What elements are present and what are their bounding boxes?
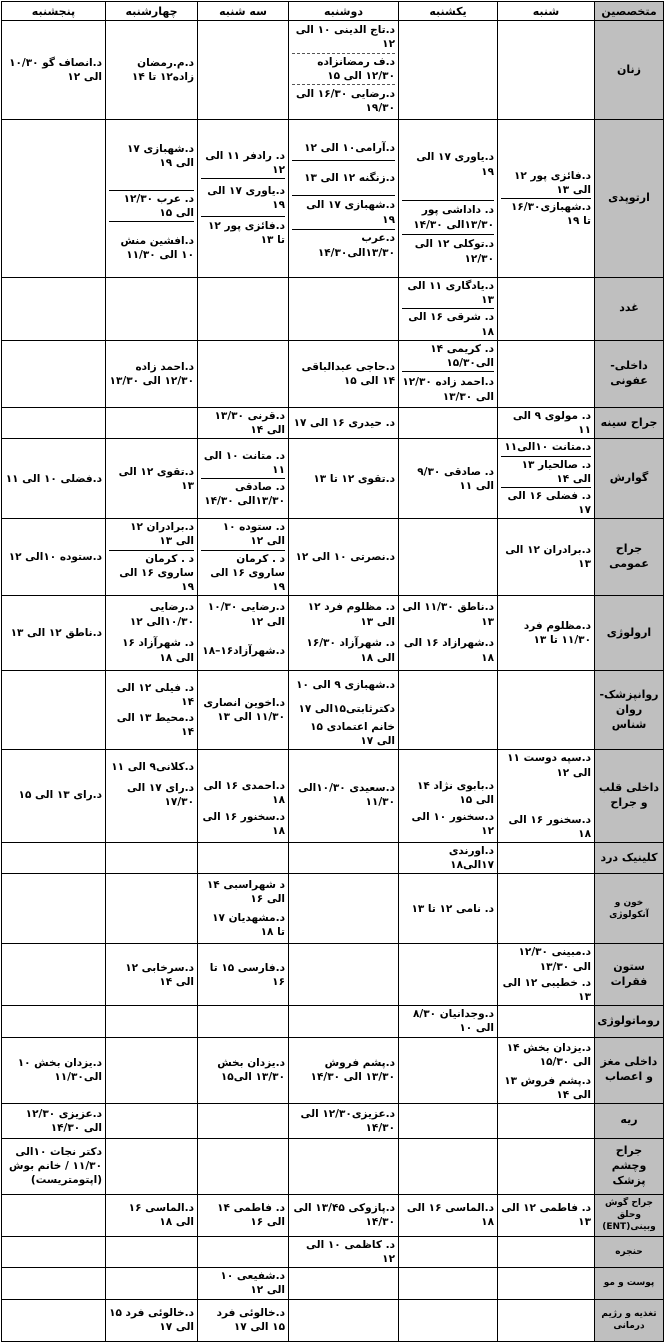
day-cell-tuesday xyxy=(198,1037,289,1103)
doctor-entry: د.احمد زاده ۱۲/۳۰ الی ۱۳/۳۰ xyxy=(402,376,494,403)
schedule-row xyxy=(2,1138,664,1194)
doctor-entry: د.افشین منش ۱۰ الی ۱۱/۳۰ xyxy=(120,235,194,262)
day-cell-thursday xyxy=(2,596,106,671)
day-cell-thursday xyxy=(2,671,106,750)
doctor-entry: د.خالوئی فرد ۱۵ الی ۱۷ xyxy=(109,1306,194,1334)
day-cell-sunday xyxy=(399,278,498,341)
doctor-entry: د. صادقی ۱۳/۳۰الی ۱۴/۳۰ xyxy=(204,481,285,508)
doctor-entry: د.سعیدی ۱۰/۳۰الی ۱۱/۳۰ xyxy=(298,781,395,808)
header-wednesday: چهارشنبه xyxy=(106,2,198,21)
day-cell-wednesday xyxy=(106,1236,198,1267)
day-cell-saturday xyxy=(498,340,595,407)
day-cell-saturday xyxy=(498,874,595,944)
doctor-entry: د.سخنور ۱۰ الی ۱۲ xyxy=(411,810,494,837)
day-cell-sunday xyxy=(399,1138,498,1194)
day-cell-saturday xyxy=(498,1236,595,1267)
doctor-entry: د.انصاف گو ۱۰/۳۰ الی ۱۲ xyxy=(9,56,102,83)
specialty-cell: پوست و مو xyxy=(595,1268,664,1299)
doctor-entry: د.کلانی۹ الی ۱۱ xyxy=(111,761,194,774)
day-cell-monday xyxy=(289,944,399,1006)
doctor-entry: د.اخوین انصاری ۱۱/۳۰ الی ۱۳ xyxy=(203,697,285,724)
doctor-entry xyxy=(109,810,194,837)
day-cell-sunday xyxy=(399,596,498,671)
specialty-cell: جراح عمومی xyxy=(595,519,664,596)
header-monday: دوشنبه xyxy=(289,2,399,21)
day-cell-thursday xyxy=(2,278,106,341)
day-cell-saturday xyxy=(498,1037,595,1103)
specialty-cell: تغذیه و رژیم درمانی xyxy=(595,1299,664,1341)
day-cell-sunday xyxy=(399,1037,498,1103)
doctor-entry: د. حیدری ۱۶ الی ۱۷ xyxy=(293,417,395,430)
doctor-entry: د.رضایی ۱۶/۳۰ الی ۱۹/۳۰ xyxy=(295,88,395,115)
doctor-entry: د.شهبازی ۹ الی ۱۰ xyxy=(296,678,395,691)
day-cell-wednesday xyxy=(106,1138,198,1194)
day-cell-saturday xyxy=(498,278,595,341)
day-cell-sunday xyxy=(399,843,498,874)
doctor-entry: د. متانت ۱۰ الی ۱۱ xyxy=(201,448,285,479)
day-cell-thursday xyxy=(2,1103,106,1138)
doctor-entry: د. کریمی ۱۴ الی۱۵/۳۰ xyxy=(402,341,494,372)
day-cell-saturday xyxy=(498,1268,595,1299)
doctor-entry: د.وجدانیان ۸/۳۰ الی ۱۰ xyxy=(413,1008,494,1035)
doctor-entry: د. مولوی ۹ الی ۱۱ xyxy=(512,410,591,437)
doctor-entry: د.ف رمضانزاده ۱۲/۳۰ الی ۱۵ xyxy=(292,54,395,85)
doctor-entry: د. رادفر ۱۱ الی ۱۲ xyxy=(201,148,285,179)
doctor-entry xyxy=(402,754,494,778)
specialty-cell: حنجره xyxy=(595,1236,664,1267)
schedule-row xyxy=(2,21,664,120)
day-cell-monday xyxy=(289,439,399,519)
doctor-entry: د.عزیزی ۱۲/۳۰ الی ۱۴/۳۰ xyxy=(25,1107,102,1134)
day-cell-monday xyxy=(289,340,399,407)
doctor-entry: د.فائزی پور ۱۲ الی ۱۳ xyxy=(501,168,591,199)
doctor-entry: د. کاظمی ۱۰ الی ۱۲ xyxy=(306,1238,395,1266)
header-tuesday: سه شنبه xyxy=(198,2,289,21)
day-cell-sunday xyxy=(399,1299,498,1341)
doctor-entry: د.نصرتی ۱۰ الی ۱۲ xyxy=(295,551,395,564)
doctor-entry: د.احمدی ۱۶ الی ۱۸ xyxy=(203,779,285,807)
doctor-entry: د.سپه دوست ۱۱ الی ۱۲ xyxy=(507,752,591,779)
doctor-entry xyxy=(201,754,285,778)
doctor-entry xyxy=(292,810,395,837)
day-cell-wednesday xyxy=(106,874,198,944)
day-cell-monday xyxy=(289,408,399,439)
doctor-entry xyxy=(501,781,591,812)
schedule-row xyxy=(2,596,664,671)
doctor-entry: د.سخنور ۱۶ الی ۱۸ xyxy=(508,813,591,840)
specialty-cell: داخلی- عفونی xyxy=(595,340,664,407)
day-cell-monday xyxy=(289,1299,399,1341)
day-cell-tuesday xyxy=(198,596,289,671)
day-cell-sunday xyxy=(399,1236,498,1267)
doctor-entry: د.برادران ۱۲ الی ۱۳ xyxy=(505,543,591,571)
day-cell-saturday xyxy=(498,408,595,439)
doctor-entry xyxy=(5,755,102,779)
day-cell-saturday xyxy=(498,1103,595,1138)
doctor-entry: د.شهبازی۱۶/۳۰ تا ۱۹ xyxy=(510,201,591,228)
day-cell-saturday xyxy=(498,439,595,519)
day-cell-monday xyxy=(289,1236,399,1267)
doctor-entry: د. شرقی ۱۶ الی ۱۸ xyxy=(408,311,494,338)
day-cell-monday xyxy=(289,1037,399,1103)
doctor-entry: د.تقوی ۱۲ تا ۱۳ xyxy=(313,472,395,485)
day-cell-saturday xyxy=(498,671,595,750)
day-cell-thursday xyxy=(2,340,106,407)
doctor-entry: د. نامی ۱۲ تا ۱۳ xyxy=(411,902,494,915)
doctor-entry: د.رای ۱۷ الی ۱۷/۳۰ xyxy=(127,781,194,808)
day-cell-saturday xyxy=(498,21,595,120)
day-cell-wednesday xyxy=(106,843,198,874)
day-cell-monday xyxy=(289,1103,399,1138)
doctor-entry: د.الماسی ۱۶ الی ۱۸ xyxy=(406,1202,494,1229)
doctor-entry: د.الماسی ۱۶ الی ۱۸ xyxy=(128,1202,194,1229)
day-cell-saturday xyxy=(498,1299,595,1341)
schedule-row xyxy=(2,1194,664,1236)
schedule-row xyxy=(2,408,664,439)
schedule-row xyxy=(2,1236,664,1267)
doctor-entry: د.تقوی ۱۲ الی ۱۳ xyxy=(118,465,194,492)
day-cell-sunday xyxy=(399,1103,498,1138)
doctor-entry: د.شهبازی ۱۷ الی ۱۹ xyxy=(109,123,194,191)
day-cell-tuesday xyxy=(198,843,289,874)
day-cell-sunday xyxy=(399,750,498,843)
doctor-entry: د.خالوئی فرد ۱۵ الی ۱۷ xyxy=(216,1306,285,1334)
day-cell-wednesday xyxy=(106,1268,198,1299)
day-cell-monday xyxy=(289,278,399,341)
day-cell-thursday xyxy=(2,1037,106,1103)
day-cell-wednesday xyxy=(106,671,198,750)
day-cell-thursday xyxy=(2,874,106,944)
day-cell-tuesday xyxy=(198,1299,289,1341)
specialty-cell: گوارش xyxy=(595,439,664,519)
schedule-row xyxy=(2,1006,664,1037)
doctor-entry: د.مشهدیان ۱۷ تا ۱۸ xyxy=(212,912,285,939)
day-cell-thursday xyxy=(2,843,106,874)
day-cell-thursday xyxy=(2,1138,106,1194)
day-cell-wednesday xyxy=(106,1006,198,1037)
specialty-cell: روانپزشک- روان شناس xyxy=(595,671,664,750)
day-cell-thursday xyxy=(2,120,106,278)
doctor-entry: د.سخنور ۱۶ الی ۱۸ xyxy=(202,810,285,837)
specialty-cell: زنان xyxy=(595,21,664,120)
doctor-entry: د.متانت ۱۰الی۱۱ xyxy=(501,439,591,456)
doctor-entry: د. داداشی پور ۱۳/۳۰الی ۱۴/۳۰ xyxy=(402,201,494,235)
doctor-entry: خانم اعتمادی ۱۵ الی ۱۷ xyxy=(310,721,395,748)
day-cell-tuesday xyxy=(198,439,289,519)
doctor-entry: د . کرمان ساروی ۱۶ الی ۱۹ xyxy=(119,552,194,593)
doctor-entry: د.شهرازاد ۱۶ الی ۱۸ xyxy=(403,637,494,664)
day-cell-thursday xyxy=(2,1299,106,1341)
day-cell-sunday xyxy=(399,120,498,278)
day-cell-saturday xyxy=(498,1194,595,1236)
day-cell-tuesday xyxy=(198,1268,289,1299)
day-cell-tuesday xyxy=(198,519,289,596)
header-thursday: پنجشنبه xyxy=(2,2,106,21)
day-cell-thursday xyxy=(2,1006,106,1037)
schedule-row xyxy=(2,1299,664,1341)
day-cell-saturday xyxy=(498,1006,595,1037)
doctor-entry: د شهراسبی ۱۴ الی ۱۶ xyxy=(206,878,285,905)
specialty-cell: خون و آنکولوژی xyxy=(595,874,664,944)
schedule-row xyxy=(2,750,664,843)
specialty-cell: ارولوژی xyxy=(595,596,664,671)
day-cell-thursday xyxy=(2,519,106,596)
schedule-row xyxy=(2,120,664,278)
day-cell-thursday xyxy=(2,1236,106,1267)
day-cell-sunday xyxy=(399,944,498,1006)
doctor-entry: د.رضایی ۱۰/۳۰ الی ۱۲ xyxy=(207,601,285,628)
day-cell-wednesday xyxy=(106,750,198,843)
day-cell-tuesday xyxy=(198,21,289,120)
doctor-entry: د.توکلی ۱۲ الی ۱۲/۳۰ xyxy=(414,238,494,265)
day-cell-sunday xyxy=(399,1268,498,1299)
day-cell-tuesday xyxy=(198,1194,289,1236)
day-cell-tuesday xyxy=(198,874,289,944)
doctor-entry: د.شفیعی ۱۰ الی ۱۲ xyxy=(220,1270,285,1297)
schedule-row xyxy=(2,519,664,596)
doctor-entry: د.م.رمضان زاده۱۲ تا ۱۴ xyxy=(131,56,194,83)
day-cell-saturday xyxy=(498,1138,595,1194)
day-cell-wednesday xyxy=(106,519,198,596)
day-cell-thursday xyxy=(2,439,106,519)
schedule-row xyxy=(2,340,664,407)
doctor-entry: د.پشم فروش ۱۳ الی ۱۴ xyxy=(504,1074,591,1101)
specialty-cell: جراح سینه xyxy=(595,408,664,439)
doctor-entry: د.آرامی۱۰ الی ۱۲ xyxy=(292,136,395,161)
day-cell-sunday xyxy=(399,408,498,439)
doctor-entry: د.یاوری ۱۷ الی ۱۹ xyxy=(402,129,494,201)
doctor-entry: د. خطیبی ۱۲ الی ۱۳ xyxy=(502,976,591,1003)
doctor-entry: د. شهرآزاد ۱۶/۳۰ الی ۱۸ xyxy=(306,637,395,664)
doctor-entry: د.حاجی عبدالباقی ۱۴ الی ۱۵ xyxy=(301,360,395,387)
day-cell-saturday xyxy=(498,750,595,843)
doctor-entry: د.رای ۱۳ الی ۱۵ xyxy=(18,788,102,801)
specialty-cell: داخلی مغز و اعصاب xyxy=(595,1037,664,1103)
day-cell-wednesday xyxy=(106,1103,198,1138)
specialty-cell: جراح وچشم پزشک xyxy=(595,1138,664,1194)
day-cell-monday xyxy=(289,1138,399,1194)
doctor-entry: د.اورندی ۱۷الی۱۸ xyxy=(448,845,494,872)
day-cell-wednesday xyxy=(106,278,198,341)
schedule-row xyxy=(2,1103,664,1138)
doctor-entry: د. فاطمی ۱۴ الی ۱۶ xyxy=(217,1202,285,1229)
schedule-row xyxy=(2,874,664,944)
day-cell-monday xyxy=(289,21,399,120)
day-cell-sunday xyxy=(399,439,498,519)
day-cell-thursday xyxy=(2,1268,106,1299)
doctor-entry: د. فیلی ۱۲ الی ۱۴ xyxy=(116,681,194,709)
header-saturday: شنبه xyxy=(498,2,595,21)
day-cell-monday xyxy=(289,519,399,596)
doctor-entry: د.احمد زاده ۱۲/۳۰ الی ۱۳/۳۰ xyxy=(109,360,194,387)
doctor-entry: د. شهرآزاد ۱۶ الی ۱۸ xyxy=(122,637,194,664)
day-cell-wednesday xyxy=(106,21,198,120)
specialty-cell: ستون فقرات xyxy=(595,944,664,1006)
day-cell-monday xyxy=(289,1194,399,1236)
doctor-entry: د.ناطق ۱۲ الی ۱۳ xyxy=(10,627,102,639)
header-specialists: متخصصین xyxy=(595,2,664,21)
day-cell-saturday xyxy=(498,944,595,1006)
specialty-cell: کلینیک درد xyxy=(595,843,664,874)
day-cell-wednesday xyxy=(106,340,198,407)
schedule-row xyxy=(2,944,664,1006)
doctor-entry: د.عرب ۱۳/۳۰الی۱۴/۳۰ xyxy=(317,232,395,259)
doctor-entry: د.یادگاری ۱۱ الی ۱۳ xyxy=(402,278,494,309)
doctor-entry xyxy=(292,755,395,779)
day-cell-saturday xyxy=(498,120,595,278)
doctor-entry: د.عزیزی۱۲/۳۰ الی ۱۴/۳۰ xyxy=(300,1107,395,1134)
doctor-entry: د.فارسی ۱۵ تا ۱۶ xyxy=(209,961,285,988)
day-cell-monday xyxy=(289,874,399,944)
doctor-entry: د.ستوده ۱۰الی ۱۲ xyxy=(8,551,102,564)
day-cell-monday xyxy=(289,120,399,278)
doctor-entry: د.فضلی ۱۰ الی ۱۱ xyxy=(5,472,102,485)
schedule-row xyxy=(2,278,664,341)
doctor-entry: د. صادقی ۹/۳۰ الی ۱۱ xyxy=(417,465,494,492)
day-cell-thursday xyxy=(2,408,106,439)
day-cell-saturday xyxy=(498,596,595,671)
doctor-entry: د.یزدان بخش ۱۰ الی۱۱/۳۰ xyxy=(17,1057,102,1084)
doctor-entry xyxy=(5,810,102,837)
specialty-cell: ریه xyxy=(595,1103,664,1138)
doctor-entry: د. مظلوم فرد ۱۲ الی ۱۳ xyxy=(307,601,395,628)
day-cell-tuesday xyxy=(198,120,289,278)
day-cell-thursday xyxy=(2,1194,106,1236)
day-cell-wednesday xyxy=(106,596,198,671)
header-row xyxy=(2,2,664,21)
schedule-row xyxy=(2,439,664,519)
day-cell-monday xyxy=(289,671,399,750)
day-cell-wednesday xyxy=(106,1194,198,1236)
schedule-row xyxy=(2,671,664,750)
doctor-entry: د.یزدان بخش ۱۴ الی ۱۵/۳۰ xyxy=(506,1041,591,1068)
day-cell-sunday xyxy=(399,1006,498,1037)
doctor-entry: د. فضلی ۱۶ الی ۱۷ xyxy=(507,489,591,517)
schedule-row xyxy=(2,1268,664,1299)
doctor-entry: د.مظلوم فرد ۱۱/۳۰ تا ۱۳ xyxy=(523,619,591,647)
day-cell-tuesday xyxy=(198,1006,289,1037)
day-cell-tuesday xyxy=(198,1138,289,1194)
doctor-entry: د.فائزی پور ۱۲ تا ۱۳ xyxy=(207,220,285,247)
day-cell-wednesday xyxy=(106,439,198,519)
day-cell-wednesday xyxy=(106,408,198,439)
day-cell-sunday xyxy=(399,671,498,750)
specialty-cell: روماتولوژی xyxy=(595,1006,664,1037)
schedule-row xyxy=(2,1037,664,1103)
day-cell-tuesday xyxy=(198,944,289,1006)
day-cell-wednesday xyxy=(106,944,198,1006)
doctor-entry: د.شهبازی ۱۷ الی ۱۹ xyxy=(292,196,395,230)
doctor-entry: د.یزدان بخش ۱۳/۳۰ الی۱۵ xyxy=(217,1057,285,1084)
day-cell-thursday xyxy=(2,21,106,120)
day-cell-thursday xyxy=(2,944,106,1006)
doctor-entry: د.قرنی ۱۳/۳۰ الی ۱۴ xyxy=(214,410,285,437)
day-cell-tuesday xyxy=(198,340,289,407)
clinic-schedule-table xyxy=(1,1,664,1342)
day-cell-saturday xyxy=(498,519,595,596)
doctor-entry: د . کرمان ساروی ۱۶ الی ۱۹ xyxy=(210,552,285,593)
day-cell-monday xyxy=(289,750,399,843)
day-cell-tuesday xyxy=(198,750,289,843)
day-cell-sunday xyxy=(399,874,498,944)
day-cell-monday xyxy=(289,843,399,874)
doctor-entry: د.یاوری ۱۷ الی ۱۹ xyxy=(201,179,285,217)
doctor-entry: د.برادران ۱۲ الی ۱۳ xyxy=(109,519,194,550)
doctor-entry: د.تاج الدینی ۱۰ الی ۱۲ xyxy=(292,22,395,53)
day-cell-thursday xyxy=(2,750,106,843)
doctor-entry: دکتر نجات ۱۰الی ۱۱/۳۰ / خانم بوش (اپتومتریست) xyxy=(9,1146,102,1187)
day-cell-wednesday xyxy=(106,1037,198,1103)
doctor-entry: د.ناطق ۱۱/۳۰ الی ۱۳ xyxy=(402,601,494,628)
doctor-entry: د. صالحیار ۱۳ الی ۱۴ xyxy=(501,457,591,488)
day-cell-tuesday xyxy=(198,1236,289,1267)
specialty-cell: داخلی قلب و جراح xyxy=(595,750,664,843)
day-cell-wednesday xyxy=(106,1299,198,1341)
specialty-cell: ارتوپدی xyxy=(595,120,664,278)
doctor-entry: د. فاطمی ۱۲ الی ۱۳ xyxy=(501,1202,591,1229)
doctor-entry: د.پشم فروش ۱۳/۳۰ الی ۱۴/۳۰ xyxy=(310,1057,395,1084)
doctor-entry: دکترثابتی۱۵الی ۱۷ xyxy=(298,702,395,715)
day-cell-sunday xyxy=(399,1194,498,1236)
day-cell-sunday xyxy=(399,519,498,596)
day-cell-tuesday xyxy=(198,671,289,750)
day-cell-tuesday xyxy=(198,408,289,439)
day-cell-tuesday xyxy=(198,1103,289,1138)
day-cell-sunday xyxy=(399,340,498,407)
specialty-cell: جراح گوش وحلق وبینی(ENT) xyxy=(595,1194,664,1236)
day-cell-sunday xyxy=(399,21,498,120)
doctor-entry: د.زنگنه ۱۲ الی ۱۳ xyxy=(292,161,395,196)
day-cell-monday xyxy=(289,1006,399,1037)
doctor-entry: د.محیط ۱۳ الی ۱۴ xyxy=(116,712,194,739)
header-sunday: یکشنبه xyxy=(399,2,498,21)
doctor-entry: د.پازوکی ۱۳/۴۵ الی ۱۴/۳۰ xyxy=(293,1202,395,1229)
schedule-row xyxy=(2,843,664,874)
day-cell-wednesday xyxy=(106,120,198,278)
schedule-body xyxy=(2,21,664,1342)
doctor-entry: د. عرب ۱۲/۳۰ الی ۱۵ xyxy=(109,191,194,222)
day-cell-monday xyxy=(289,1268,399,1299)
doctor-entry: د.مبینی ۱۲/۳۰ الی ۱۳/۳۰ xyxy=(518,946,591,973)
specialty-cell: غدد xyxy=(595,278,664,341)
doctor-entry: د. ستوده ۱۰ الی ۱۲ xyxy=(201,519,285,550)
day-cell-monday xyxy=(289,596,399,671)
doctor-entry: د.بابوی نژاد ۱۴ الی ۱۵ xyxy=(416,779,494,807)
day-cell-saturday xyxy=(498,843,595,874)
doctor-entry: د.شهرآزاد۱۶–۱۸ xyxy=(202,644,285,657)
day-cell-tuesday xyxy=(198,278,289,341)
doctor-entry: د.سرخابی ۱۲ الی ۱۴ xyxy=(125,961,194,988)
doctor-entry: د.رضایی ۱۰/۳۰الی ۱۲ xyxy=(129,601,194,628)
